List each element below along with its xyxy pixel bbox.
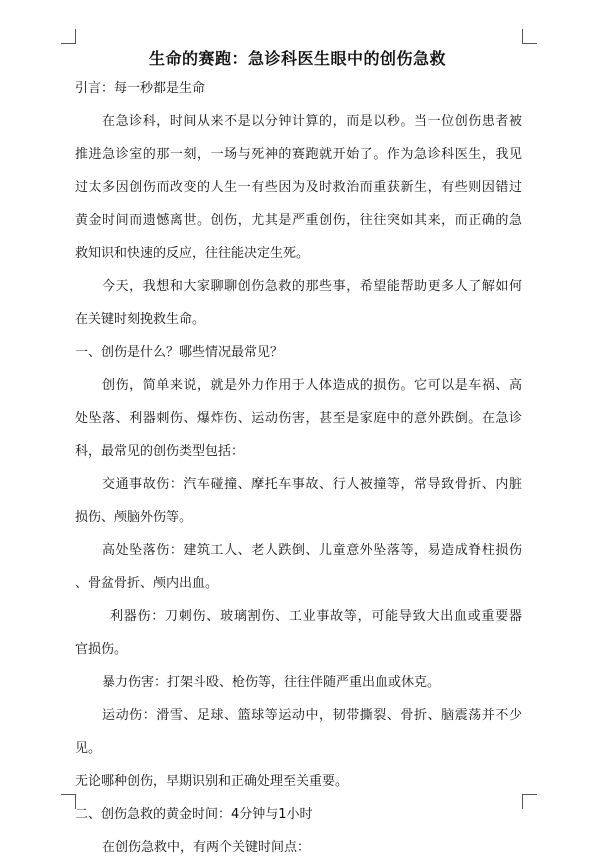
paragraph-line: 处坠落、利器刺伤、爆炸伤、运动伤害，甚至是家庭中的意外跌倒。在急诊 <box>75 411 522 426</box>
list-item-violence: 暴力伤害：打架斗殴、枪伤等，往往伴随严重出血或休克。 <box>102 675 441 690</box>
list-item-sharp-cont: 官损伤。 <box>75 642 128 657</box>
list-item-traffic-cont: 损伤、颅脑外伤等。 <box>75 510 193 525</box>
paragraph-line: 过太多因创伤而改变的人生一有些因为及时救治而重获新生，有些则因错过 <box>75 180 522 195</box>
section-heading-2: 二、创伤急救的黄金时间：4分钟与1小时 <box>75 807 313 822</box>
paragraph-line: 在关键时刻挽救生命。 <box>75 312 206 327</box>
paragraph-line: 黄金时间而遗憾离世。创伤，尤其是严重创伤，往往突如其来，而正确的急 <box>75 213 522 228</box>
section-heading-1: 一、创伤是什么？哪些情况最常见？ <box>75 345 284 360</box>
crop-mark-top-left <box>61 29 76 44</box>
summary-line: 无论哪种创伤，早期识别和正确处理至关重要。 <box>75 774 349 789</box>
paragraph-line: 科，最常见的创伤类型包括： <box>75 444 245 459</box>
document-title: 生命的赛跑：急诊科医生眼中的创伤急救 <box>148 49 446 68</box>
list-item-sports-cont: 见。 <box>75 741 102 756</box>
intro-heading: 引言：每一秒都是生命 <box>75 81 206 96</box>
paragraph-line: 救知识和快速的反应，往往能决定生死。 <box>75 246 310 261</box>
crop-mark-bottom-left <box>61 794 76 809</box>
list-item-sharp: 利器伤：刀刺伤、玻璃割伤、工业事故等，可能导致大出血或重要器 <box>110 609 522 624</box>
paragraph-line: 今天，我想和大家聊聊创伤急救的那些事，希望能帮助更多人了解如何 <box>102 279 522 294</box>
list-item-traffic: 交通事故伤：汽车碰撞、摩托车事故、行人被撞等，常导致骨折、内脏 <box>102 477 522 492</box>
paragraph-line: 在创伤急救中，有两个关键时间点： <box>102 840 311 855</box>
list-item-fall-cont: 、骨盆骨折、颅内出血。 <box>75 576 219 591</box>
crop-mark-bottom-right <box>522 794 537 809</box>
crop-mark-top-right <box>522 29 537 44</box>
list-item-fall: 高处坠落伤：建筑工人、老人跌倒、儿童意外坠落等，易造成脊柱损伤 <box>102 543 522 558</box>
paragraph-line: 创伤，简单来说，就是外力作用于人体造成的损伤。它可以是车祸、高 <box>102 378 522 393</box>
paragraph-line: 推进急诊室的那一刻，一场与死神的赛跑就开始了。作为急诊科医生，我见 <box>75 147 522 162</box>
list-item-sports: 运动伤：滑雪、足球、篮球等运动中，韧带撕裂、骨折、脑震荡并不少 <box>102 708 522 723</box>
paragraph-line: 在急诊科，时间从来不是以分钟计算的，而是以秒。当一位创伤患者被 <box>102 114 522 129</box>
document-body <box>75 78 522 859</box>
